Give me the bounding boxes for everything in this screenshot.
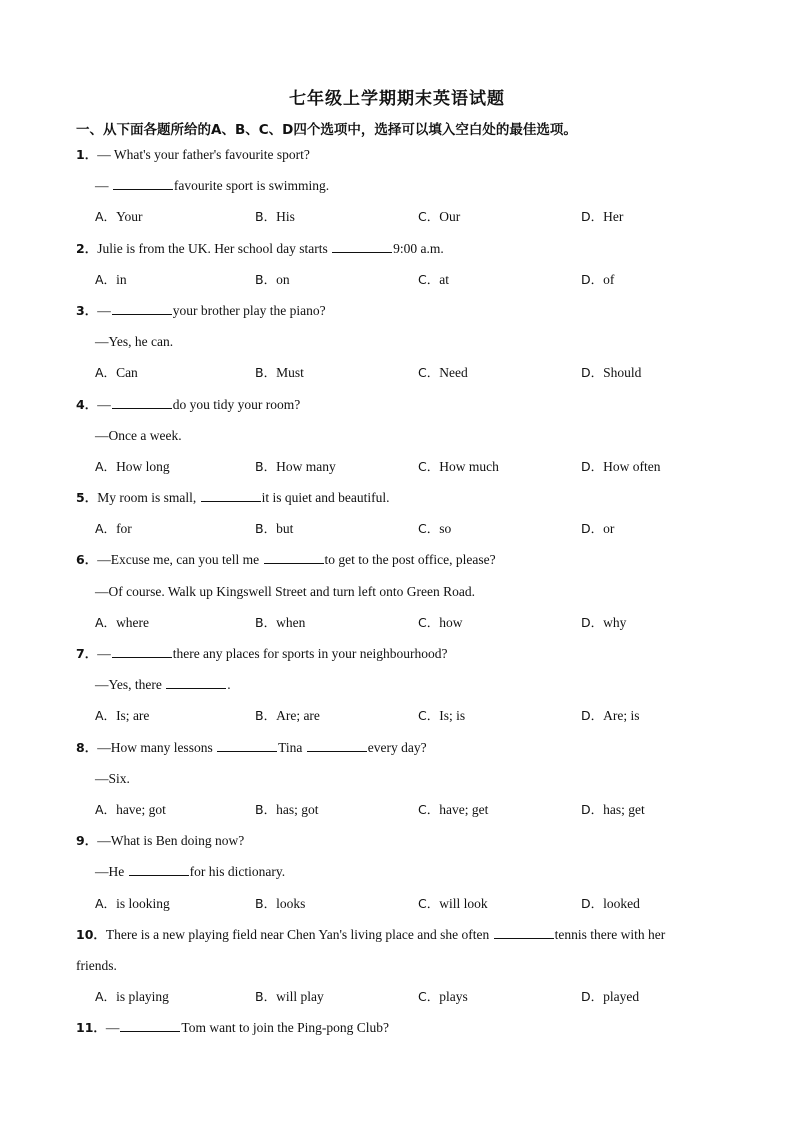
question-text: — xyxy=(105,1020,120,1036)
answer-blank[interactable] xyxy=(307,738,367,752)
option-text: Her xyxy=(603,209,624,225)
option-b[interactable] xyxy=(255,363,304,383)
question-stem xyxy=(76,488,716,519)
question-number: 10． xyxy=(76,926,106,942)
question-text: to get to the post office, please? xyxy=(324,552,496,568)
option-b[interactable] xyxy=(255,800,318,820)
options-row xyxy=(76,457,716,488)
option-text: has; got xyxy=(276,801,319,817)
question-text: — xyxy=(97,646,111,661)
question-text: your brother play the piano? xyxy=(172,302,326,318)
question-number: 4． xyxy=(76,396,98,412)
question-stem xyxy=(76,145,716,176)
question-number: 5． xyxy=(76,490,98,506)
option-text: have; got xyxy=(116,801,166,817)
question-text: —Six. xyxy=(95,770,130,786)
question-text: —Yes, there xyxy=(95,677,166,693)
question-line xyxy=(76,769,716,800)
question-line xyxy=(76,862,716,893)
option-text: in xyxy=(116,271,127,287)
option-letter: A． xyxy=(95,521,117,537)
option-text: Are; are xyxy=(276,708,320,724)
option-d[interactable] xyxy=(581,613,626,633)
option-letter: D． xyxy=(581,895,604,911)
option-c[interactable] xyxy=(418,706,465,726)
question-text: Tina xyxy=(278,739,306,755)
option-c[interactable] xyxy=(418,613,462,633)
option-d[interactable] xyxy=(581,800,645,820)
option-d[interactable] xyxy=(581,987,639,1007)
option-letter: B． xyxy=(255,271,277,287)
option-letter: D． xyxy=(581,209,604,225)
options-row xyxy=(76,613,716,644)
question-text: —Of course. Walk up Kingswell Street and turn left onto Green Road. xyxy=(95,583,475,599)
option-d[interactable] xyxy=(581,270,614,290)
question-text: do you tidy your room? xyxy=(172,396,301,412)
option-letter: D． xyxy=(581,458,604,474)
option-c[interactable] xyxy=(418,987,468,1007)
answer-blank[interactable] xyxy=(113,176,173,190)
option-letter: A． xyxy=(95,209,117,225)
question-stem xyxy=(76,301,716,332)
option-a[interactable] xyxy=(95,706,149,726)
option-text: when xyxy=(276,614,306,630)
question-text: —He xyxy=(95,864,128,880)
option-letter: B． xyxy=(255,614,277,630)
option-letter: C． xyxy=(418,521,440,537)
option-letter: A． xyxy=(95,895,117,911)
option-b[interactable] xyxy=(255,457,336,477)
question-stem xyxy=(76,644,716,675)
option-text: so xyxy=(439,521,452,537)
question-text: 9:00 a.m. xyxy=(393,240,444,256)
question-text: My room is small, xyxy=(97,490,200,506)
option-a[interactable] xyxy=(95,457,170,477)
question-stem xyxy=(76,550,716,581)
question-line xyxy=(76,426,716,457)
options-row xyxy=(76,207,716,238)
option-letter: A． xyxy=(95,989,117,1005)
option-text: Your xyxy=(116,209,143,225)
question-stem xyxy=(76,738,716,769)
options-row xyxy=(76,706,716,737)
question-stem xyxy=(76,395,716,426)
option-letter: B． xyxy=(255,521,277,537)
option-letter: D． xyxy=(581,365,604,381)
answer-blank[interactable] xyxy=(129,862,189,876)
option-c[interactable] xyxy=(418,270,449,290)
option-text: Our xyxy=(439,209,461,225)
option-a[interactable] xyxy=(95,207,142,227)
options-row xyxy=(76,987,716,1018)
option-d[interactable] xyxy=(581,706,640,726)
option-letter: B． xyxy=(255,895,277,911)
option-c[interactable] xyxy=(418,207,460,227)
question-line xyxy=(76,176,716,207)
option-text: played xyxy=(603,989,640,1005)
answer-blank[interactable] xyxy=(264,550,324,564)
option-letter: A． xyxy=(95,271,117,287)
option-letter: A． xyxy=(95,458,117,474)
question-list xyxy=(76,145,716,1049)
question-text: favourite sport is swimming. xyxy=(173,178,330,194)
option-letter: D． xyxy=(581,801,604,817)
option-letter: B． xyxy=(255,708,277,724)
option-text: plays xyxy=(439,989,468,1005)
option-text: Need xyxy=(439,365,468,381)
option-a[interactable] xyxy=(95,270,127,290)
question-text: it is quiet and beautiful. xyxy=(261,490,390,506)
option-letter: D． xyxy=(581,521,604,537)
question-line xyxy=(76,332,716,363)
option-letter: B． xyxy=(255,801,277,817)
option-b[interactable] xyxy=(255,706,320,726)
option-text: looked xyxy=(603,895,640,911)
option-a[interactable] xyxy=(95,987,169,1007)
question-text: there any places for sports in your neighbourhood? xyxy=(172,646,448,661)
option-c[interactable] xyxy=(418,894,488,914)
option-letter: C． xyxy=(418,801,440,817)
question-text: —Once a week. xyxy=(95,427,182,443)
question-stem xyxy=(76,1018,716,1049)
question-text: Julie is from the UK. Her school day starts xyxy=(97,240,332,256)
options-row xyxy=(76,894,716,925)
option-text: how xyxy=(439,614,463,630)
option-text: Is; is xyxy=(439,708,466,724)
option-letter: B． xyxy=(255,365,277,381)
option-text: on xyxy=(276,271,290,287)
option-letter: C． xyxy=(418,895,440,911)
answer-blank[interactable] xyxy=(166,675,226,689)
option-text: Must xyxy=(276,365,304,381)
question-text: — What's your father's favourite sport? xyxy=(97,147,310,162)
question-stem xyxy=(76,925,716,956)
question-text: for his dictionary. xyxy=(189,864,286,880)
question-text: every day? xyxy=(367,739,427,755)
answer-blank[interactable] xyxy=(201,488,261,502)
option-letter: B． xyxy=(255,989,277,1005)
answer-blank[interactable] xyxy=(332,239,392,253)
options-row xyxy=(76,270,716,301)
option-letter: B． xyxy=(255,209,277,225)
question-line xyxy=(76,675,716,706)
options-row xyxy=(76,800,716,831)
option-letter: D． xyxy=(581,614,604,630)
option-d[interactable] xyxy=(581,519,614,539)
option-b[interactable] xyxy=(255,207,295,227)
option-text: will look xyxy=(439,895,488,911)
option-letter: C． xyxy=(418,708,440,724)
question-stem xyxy=(76,239,716,270)
option-text: looks xyxy=(276,895,306,911)
option-text: have; get xyxy=(439,801,489,817)
option-b[interactable] xyxy=(255,519,293,539)
option-b[interactable] xyxy=(255,270,290,290)
question-text: —What is Ben doing now? xyxy=(97,833,245,849)
question-number: 3． xyxy=(76,302,98,318)
option-letter: D． xyxy=(581,989,604,1005)
option-text: why xyxy=(603,614,627,630)
option-letter: D． xyxy=(581,708,604,724)
option-a[interactable] xyxy=(95,613,149,633)
option-b[interactable] xyxy=(255,894,305,914)
option-letter: C． xyxy=(418,271,440,287)
answer-blank[interactable] xyxy=(120,1018,180,1032)
question-line xyxy=(76,582,716,613)
option-text: Are; is xyxy=(603,708,640,724)
option-text: How often xyxy=(603,458,661,474)
option-a[interactable] xyxy=(95,800,166,820)
question-text: —How many lessons xyxy=(97,739,217,755)
option-text: His xyxy=(276,209,295,225)
option-b[interactable] xyxy=(255,613,305,633)
answer-blank[interactable] xyxy=(112,395,172,409)
option-letter: C． xyxy=(418,458,440,474)
option-d[interactable] xyxy=(581,207,623,227)
page-title: 七年级上学期期末英语试题 xyxy=(289,89,505,109)
option-letter: C． xyxy=(418,209,440,225)
answer-blank[interactable] xyxy=(112,301,172,315)
option-letter: C． xyxy=(418,614,440,630)
option-text: Is; are xyxy=(116,708,150,724)
question-text: — xyxy=(95,178,112,194)
question-number: 9． xyxy=(76,833,98,849)
option-d[interactable] xyxy=(581,894,640,914)
option-letter: D． xyxy=(581,271,604,287)
option-letter: B． xyxy=(255,458,277,474)
option-letter: A． xyxy=(95,365,117,381)
option-d[interactable] xyxy=(581,457,661,477)
question-text: — xyxy=(97,302,111,318)
option-text: at xyxy=(439,271,449,287)
option-text: How long xyxy=(116,458,170,474)
question-number: 6． xyxy=(76,552,98,568)
option-text: for xyxy=(116,521,132,537)
question-number: 2． xyxy=(76,240,98,256)
options-row xyxy=(76,363,716,394)
question-text: . xyxy=(227,677,231,693)
option-a[interactable] xyxy=(95,894,170,914)
question-line xyxy=(76,956,716,987)
question-text: friends. xyxy=(76,957,117,973)
option-a[interactable] xyxy=(95,519,132,539)
question-text: —Yes, he can. xyxy=(95,334,174,350)
option-letter: C． xyxy=(418,365,440,381)
option-text: but xyxy=(276,521,294,537)
option-text: is playing xyxy=(116,989,169,1005)
option-text: has; get xyxy=(603,801,645,817)
question-text: — xyxy=(97,396,111,412)
question-number: 11． xyxy=(76,1020,106,1036)
question-number: 8． xyxy=(76,739,98,755)
answer-blank[interactable] xyxy=(494,925,554,939)
question-stem xyxy=(76,831,716,862)
question-text: tennis there with her xyxy=(554,926,666,942)
option-c[interactable] xyxy=(418,519,451,539)
option-text: How much xyxy=(439,458,499,474)
question-text: Tom want to join the Ping-pong Club? xyxy=(181,1020,389,1036)
option-text: How many xyxy=(276,458,336,474)
option-a[interactable] xyxy=(95,363,138,383)
option-letter: A． xyxy=(95,708,117,724)
option-c[interactable] xyxy=(418,800,488,820)
question-text: —Excuse me, can you tell me xyxy=(97,552,263,568)
option-letter: A． xyxy=(95,801,117,817)
section-heading: 一、从下面各题所给的A、B、C、D四个选项中，选择可以填入空白处的最佳选项。 xyxy=(76,122,577,138)
option-c[interactable] xyxy=(418,457,499,477)
option-text: Can xyxy=(116,365,138,381)
option-letter: C． xyxy=(418,989,440,1005)
option-text: or xyxy=(603,521,615,537)
question-number: 7． xyxy=(76,646,98,661)
option-text: where xyxy=(116,614,150,630)
answer-blank[interactable] xyxy=(112,644,172,658)
option-c[interactable] xyxy=(418,363,468,383)
option-letter: A． xyxy=(95,614,117,630)
options-row xyxy=(76,519,716,550)
question-number: 1． xyxy=(76,147,98,162)
answer-blank[interactable] xyxy=(217,738,277,752)
option-text: Should xyxy=(603,365,642,381)
option-d[interactable] xyxy=(581,363,641,383)
option-text: will play xyxy=(276,989,324,1005)
question-text: There is a new playing field near Chen Yan's living place and she often xyxy=(105,926,493,942)
option-text: of xyxy=(603,271,615,287)
option-text: is looking xyxy=(116,895,170,911)
option-b[interactable] xyxy=(255,987,324,1007)
